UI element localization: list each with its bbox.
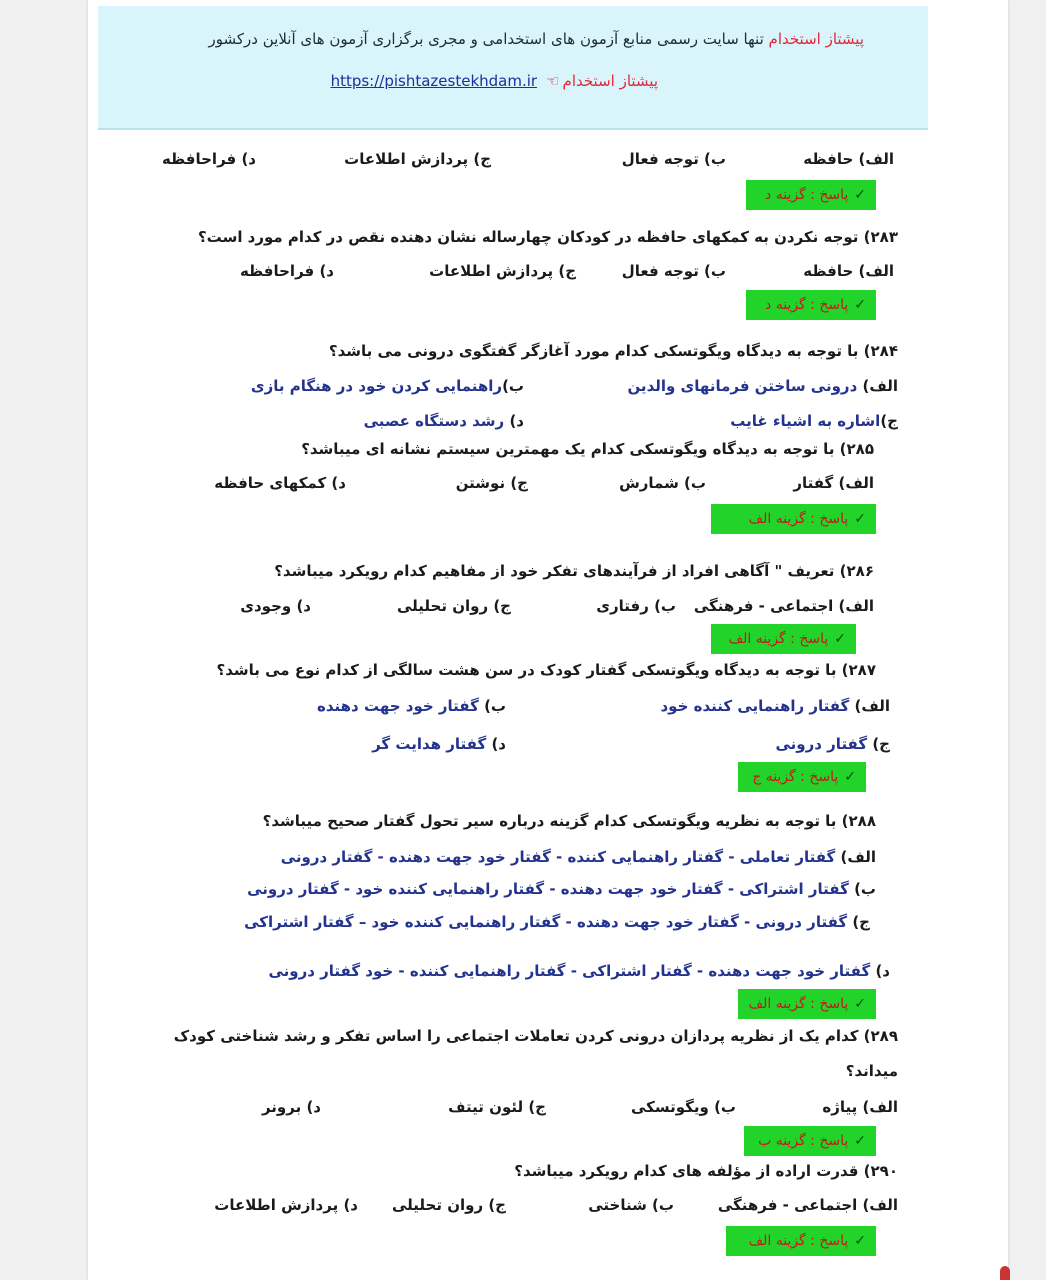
q283-option-d: د) فراحافظه <box>239 262 334 280</box>
site-url-link[interactable]: https://pishtazestekhdam.ir <box>330 72 538 90</box>
q288-answer-badge: ✓پاسخ : گزینه الف <box>738 989 876 1019</box>
q289-option-c: ج) لئون تیتف <box>448 1098 546 1116</box>
q283-text: ۲۸۳) توجه نکردن به کمکهای حافظه در کودکان چهارساله نشان دهنده نقص در کدام مورد است؟ <box>197 228 898 246</box>
q290-option-d: د) پردازش اطلاعات <box>214 1196 358 1214</box>
q287-text: ۲۸۷) با توجه به دیدگاه ویگوتسکی گفتار کودک در سن هشت سالگی از کدام نوع می باشد؟ <box>216 661 876 679</box>
q289-text-line2: میداند؟ <box>845 1062 898 1080</box>
q283-answer-badge: ✓پاسخ : گزینه د <box>746 290 876 320</box>
brand-name: پیشتاز استخدام <box>768 30 864 48</box>
site-header-banner <box>98 6 928 130</box>
q286-option-b: ب) رفتاری <box>596 597 676 615</box>
q286-option-c: ج) روان تحلیلی <box>396 597 511 615</box>
check-icon: ✓ <box>854 1233 866 1249</box>
q290-answer-badge: ✓پاسخ : گزینه الف <box>726 1226 876 1256</box>
q287-option-d: د) گفتار هدایت گر <box>372 735 506 753</box>
q288-option-d: د) گفتار خود جهت دهنده - گفتار اشتراکی - گفتار راهنمایی کننده - خود گفتار درونی <box>268 962 890 980</box>
q287-option-a: الف) گفتار راهنمایی کننده خود <box>660 697 890 715</box>
q290-option-c: ج) روان تحلیلی <box>391 1196 506 1214</box>
q288-option-b: ب) گفتار اشتراکی - گفتار خود جهت دهنده - گفتار راهنمایی کننده خود - گفتار درونی <box>247 880 876 898</box>
q284-option-a: الف) درونی ساختن فرمانهای والدین <box>627 377 898 395</box>
q285-option-b: ب) شمارش <box>619 474 706 492</box>
header-link-line <box>331 72 658 90</box>
q289-option-d: د) برونر <box>261 1098 321 1116</box>
check-icon: ✓ <box>854 187 866 203</box>
check-icon: ✓ <box>854 297 866 313</box>
check-icon: ✓ <box>844 769 856 785</box>
q284-option-c: ج)اشاره به اشیاء غایب <box>730 412 898 430</box>
q290-option-a: الف) اجتماعی - فرهنگی <box>717 1196 898 1214</box>
q284-option-b: ب)راهنمایی کردن خود در هنگام بازی <box>250 377 524 395</box>
q282-option-c: ج) پردازش اطلاعات <box>344 150 491 168</box>
check-icon: ✓ <box>834 631 846 647</box>
q283-option-c: ج) پردازش اطلاعات <box>429 262 576 280</box>
q282-option-d: د) فراحافظه <box>161 150 256 168</box>
q287-option-b: ب) گفتار خود جهت دهنده <box>317 697 506 715</box>
q289-text-line1: ۲۸۹) کدام یک از نظریه پردازان درونی کردن تعاملات اجتماعی را اساس تفکر و رشد شناختی کودک <box>173 1027 898 1045</box>
q282-option-a: الف) حافظه <box>803 150 894 168</box>
q289-option-b: ب) ویگوتسکی <box>630 1098 736 1116</box>
q284-option-d: د) رشد دستگاه عصبی <box>363 412 524 430</box>
check-icon: ✓ <box>854 1133 866 1149</box>
q288-text: ۲۸۸) با توجه به نظریه ویگوتسکی کدام گزینه درباره سیر تحول گفتار صحیح میباشد؟ <box>262 812 876 830</box>
q286-answer-badge: ✓پاسخ : گزینه الف <box>711 624 856 654</box>
check-icon: ✓ <box>854 996 866 1012</box>
q286-option-a: الف) اجتماعی - فرهنگی <box>693 597 874 615</box>
q282-option-b: ب) توجه فعال <box>621 150 726 168</box>
link-brand: پیشتاز استخدام <box>562 72 658 90</box>
q289-answer-badge: ✓پاسخ : گزینه ب <box>744 1126 876 1156</box>
q287-option-c: ج) گفتار درونی <box>775 735 890 753</box>
q285-text: ۲۸۵) با توجه به دیدگاه ویگوتسکی کدام یک مهمترین سیستم نشانه ای میباشد؟ <box>301 440 874 458</box>
q290-text: ۲۹۰) قدرت اراده از مؤلفه های کدام رویکرد میباشد؟ <box>514 1162 898 1180</box>
q285-option-d: د) کمکهای حافظه <box>214 474 346 492</box>
q290-option-b: ب) شناختی <box>588 1196 674 1214</box>
q287-answer-badge: ✓پاسخ : گزینه ج <box>738 762 866 792</box>
q285-answer-badge: ✓پاسخ : گزینه الف <box>711 504 876 534</box>
q289-option-a: الف) پیاژه <box>822 1098 898 1116</box>
q285-option-c: ج) نوشتن <box>455 474 528 492</box>
scrollbar-handle[interactable] <box>1000 1266 1010 1280</box>
q282-answer-badge: ✓پاسخ : گزینه د <box>746 180 876 210</box>
q284-text: ۲۸۴) با توجه به دیدگاه ویگوتسکی کدام مورد آغازگر گفتگوی درونی می باشد؟ <box>328 342 898 360</box>
q283-option-a: الف) حافظه <box>803 262 894 280</box>
q288-option-a: الف) گفتار تعاملی - گفتار راهنمایی کننده - گفتار خود جهت دهنده - گفتار درونی <box>280 848 876 866</box>
q286-option-d: د) وجودی <box>240 597 311 615</box>
q283-option-b: ب) توجه فعال <box>621 262 726 280</box>
q288-option-c: ج) گفتار درونی - گفتار خود جهت دهنده - گفتار راهنمایی کننده خود – گفتار اشتراکی <box>244 913 870 931</box>
header-tagline-line <box>209 30 864 48</box>
q286-text: ۲۸۶) تعریف " آگاهی افراد از فرآیندهای تفکر خود از مفاهیم کدام رویکرد میباشد؟ <box>274 562 874 580</box>
pointing-hand-icon: ☜ <box>546 72 560 90</box>
check-icon: ✓ <box>854 511 866 527</box>
q285-option-a: الف) گفتار <box>793 474 874 492</box>
tagline-text: تنها سایت رسمی منابع آزمون های استخدامی و مجری برگزاری آزمون های آنلاین درکشور <box>208 30 764 48</box>
